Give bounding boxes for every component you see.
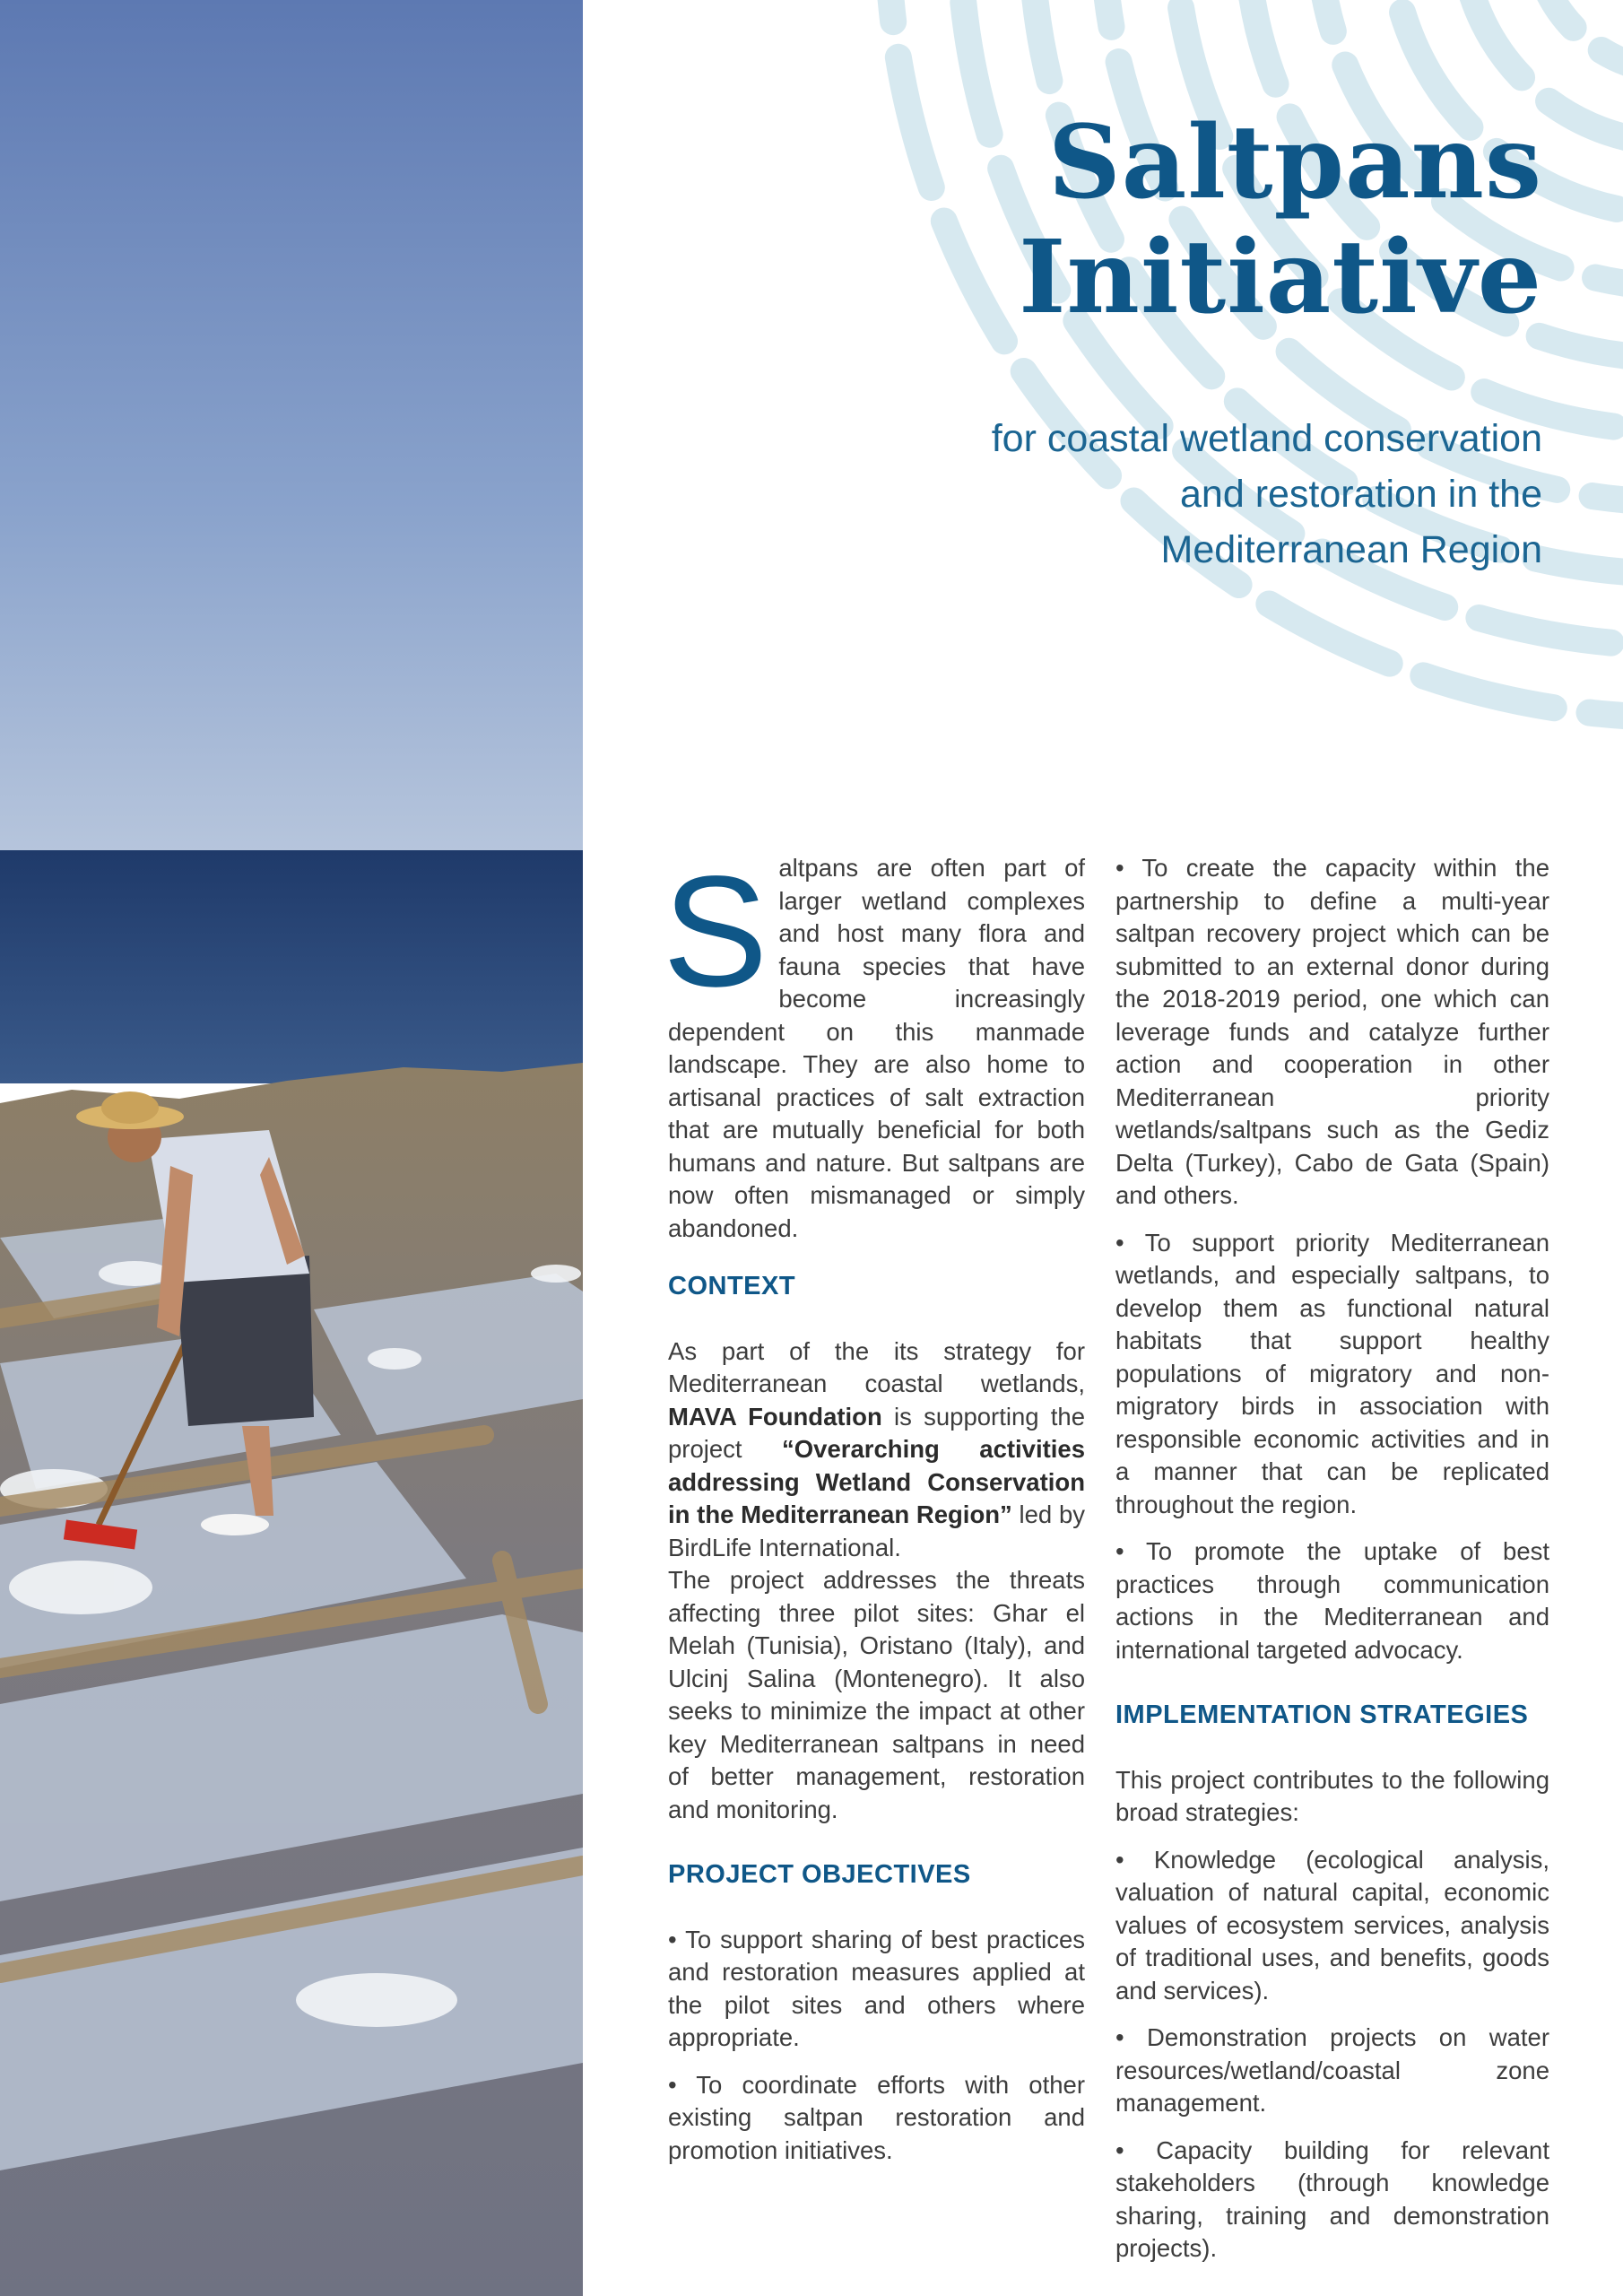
sky [0, 0, 583, 852]
page-title [735, 106, 1542, 335]
left-column [663, 844, 1086, 2181]
subtitle-line-1: for coastal wetland conservation [991, 417, 1542, 460]
objective-item: • To support sharing of best practices and restoration measures applied at the pilot sites and others where appropriate. [668, 1925, 1085, 2051]
objective-item: • To promote the uptake of best practices through communication actions in the Mediterranean and international targeted advocacy. [1115, 1537, 1549, 1664]
objective-item: • To support priority Mediterranean wetlands, and especially saltpans, to develop them as functional natural habitats that support healthy populations of migratory and non-migratory birds in association with responsible economic activities and in a manner that can be replicated throughout the region. [1115, 1228, 1549, 1518]
objectives-heading: PROJECT OBJECTIVES [668, 1860, 971, 1889]
strategy-item: • Demonstration projects on water resources/wetland/coastal zone management. [1115, 2023, 1549, 2117]
subtitle-line-3: Mediterranean Region [1160, 528, 1542, 571]
context-text-a: As part of the its strategy for Mediterranean coastal wetlands, [668, 1336, 1085, 1397]
project-name: “Overarching activities addressing Wetland Conservation in the Mediterranean Region” [668, 1435, 1086, 1528]
objective-item: • To coordinate efforts with other existing saltpan restoration and promotion initiatives. [668, 2070, 1085, 2164]
saltpan-photo [0, 0, 583, 2296]
intro-text: altpans are often part of larger wetland complexes and host many flora and fauna species that have become increasingly dependent on this manmade landscape. They are also home to artisanal practices of salt extraction that are mutually beneficial for both humans and nature. But saltpans are now often mismanaged or simply abandoned. [668, 854, 1085, 1242]
strategies-intro: This project contributes to the following broad strategies: [1115, 1765, 1549, 1826]
context-paragraph-2: The project addresses the threats affecting three pilot sites: Ghar el Melah (Tunisia), Oristano (Italy), and Ulcinj Salina (Montenegro). It also seeks to minimize the impact at other key Mediterranean saltpans in need of better management, restoration and monitoring. [668, 1566, 1085, 1823]
org-name: MAVA Foundation [668, 1402, 882, 1431]
strategy-item: • Knowledge (ecological analysis, valuation of natural capital, economic values of ecosystem services, analysis of traditional uses, and benefits, goods and services). [1115, 1845, 1549, 2005]
context-text-c: led by BirdLife International. [668, 1500, 1086, 1561]
title-line-1: Saltpans [1047, 104, 1542, 222]
context-heading: CONTEXT [668, 1272, 796, 1300]
strategies-heading: IMPLEMENTATION STRATEGIES [1115, 1700, 1529, 1729]
intro-paragraph [663, 844, 1085, 1245]
strategy-item: • Capacity building for relevant stakeholders (through knowledge sharing, training and demonstration projects). [1115, 2135, 1549, 2262]
right-column [1115, 852, 1549, 2280]
title-line-2: Initiative [1019, 219, 1542, 336]
sea [0, 850, 583, 1083]
objective-item: • To create the capacity within the partnership to define a multi-year saltpan recovery project which can be submitted to an external donor during the 2018-2019 period, one which can leverage funds and catalyze further action and cooperation in other Mediterranean priority wetlands/saltpans such as the Gediz Delta (Turkey), Cabo de Gata (Spain) and others. [1115, 854, 1549, 1209]
subtitle-line-2: and restoration in the [1180, 473, 1542, 516]
context-text-b: is supporting the project [668, 1402, 1085, 1463]
context-paragraph-1 [668, 1335, 1085, 1565]
drop-cap: S [663, 844, 768, 1020]
subtitle [735, 411, 1542, 578]
